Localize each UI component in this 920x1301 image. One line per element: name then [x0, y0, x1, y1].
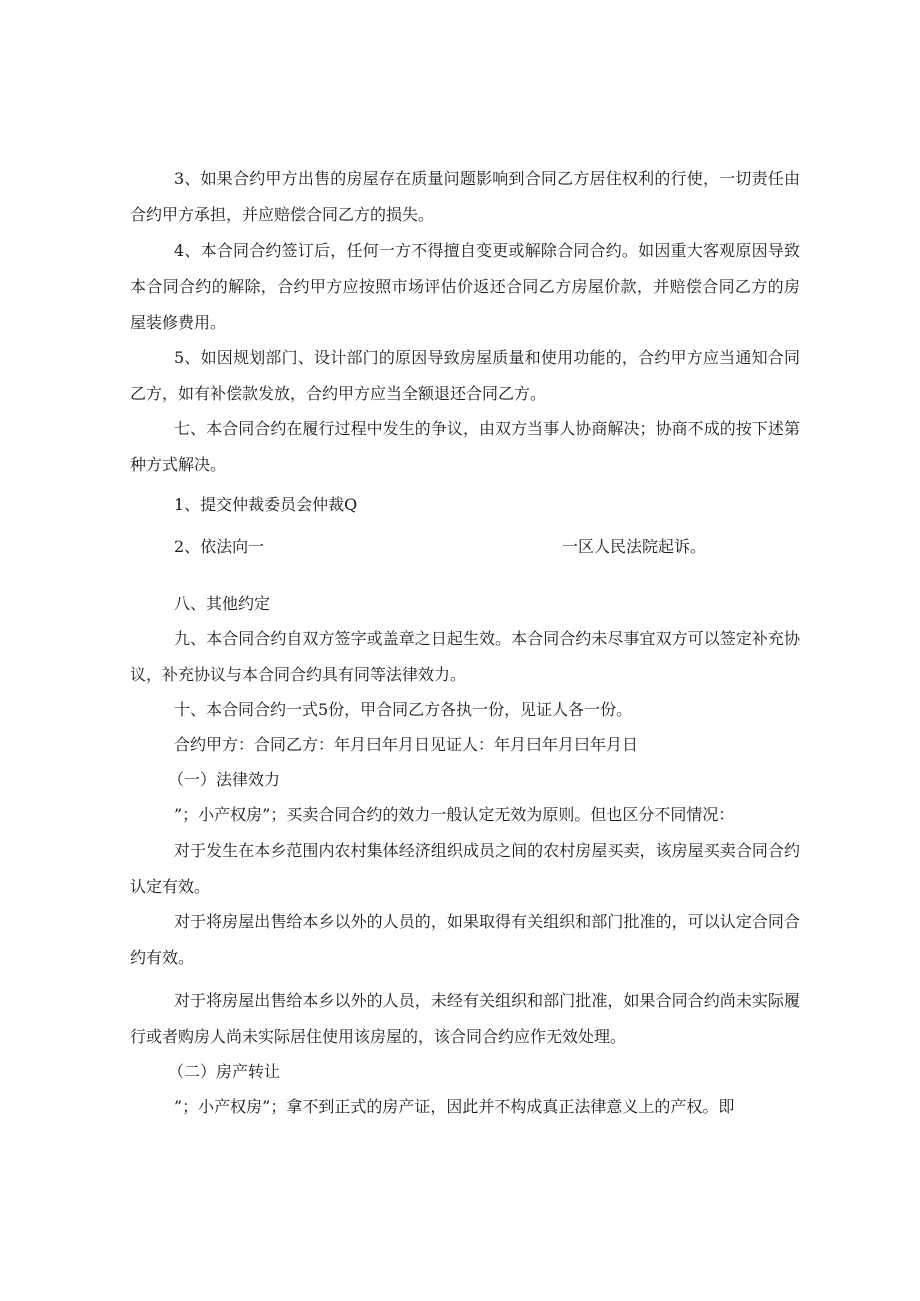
clause-3: 3、如果合约甲方出售的房屋存在质量问题影响到合同乙方居住权利的行使，一切责任由合约甲方承担，并应赔偿合同乙方的损失。 [130, 169, 800, 224]
clause-8: 八、其他约定 [174, 594, 271, 613]
clause-5: 5、如因规划部门、设计部门的原因导致房屋质量和使用功能的，合约甲方应当通知合同乙方，如有补偿款发放，合约甲方应当全额退还合同乙方。 [130, 348, 800, 403]
section-1-title: （一）法律效力 [168, 770, 281, 789]
section-1-case-b: 对于将房屋出售给本乡以外的人员的，如果取得有关组织和部门批准的，可以认定合同合约有效。 [130, 912, 800, 967]
clause-7-option-1: 1、提交仲裁委员会仲裁Q [174, 495, 358, 514]
section-1-case-a: 对于发生在本乡范围内农村集体经济组织成员之间的农村房屋买卖，该房屋买卖合同合约认定有效。 [130, 841, 800, 896]
clause-4: 4、本合同合约签订后，任何一方不得擅自变更或解除合同合约。如因重大客观原因导致本合同合约的解除，合约甲方应按照市场评估价返还合同乙方房屋价款，并赔偿合同乙方的房屋装修费用。 [130, 241, 800, 332]
section-2-intro: ”；小产权房”；拿不到正式的房产证，因此并不构成真正法律意义上的产权。即 [174, 1097, 735, 1116]
clause-7: 七、本合同合约在履行过程中发生的争议，由双方当事人协商解决；协商不成的按下述第种方式解决。 [130, 419, 800, 474]
clause-7-option-2-left: 2、依法向一 [174, 537, 265, 556]
clause-10: 十、本合同合约一式5份，甲合同乙方各执一份，见证人各一份。 [174, 700, 633, 719]
section-1-intro: ”；小产权房”；买卖合同合约的效力一般认定无效为原则。但也区分不同情况： [174, 805, 735, 824]
clause-9: 九、本合同合约自双方签字或盖章之日起生效。本合同合约未尽事宜双方可以签定补充协议，补充协议与本合同合约具有同等法律效力。 [130, 629, 800, 684]
clause-7-option-2-right: 一区人民法院起诉。 [562, 537, 707, 556]
section-2-title: （二）房产转让 [168, 1062, 281, 1081]
section-1-case-c: 对于将房屋出售给本乡以外的人员，未经有关组织和部门批准，如果合同合约尚未实际履行或者购房人尚未实际居住使用该房屋的，该合同合约应作无效处理。 [130, 991, 800, 1046]
signature-line: 合约甲方：合同乙方：年月曰年月日见证人：年月曰年月曰年月日 [174, 735, 639, 754]
